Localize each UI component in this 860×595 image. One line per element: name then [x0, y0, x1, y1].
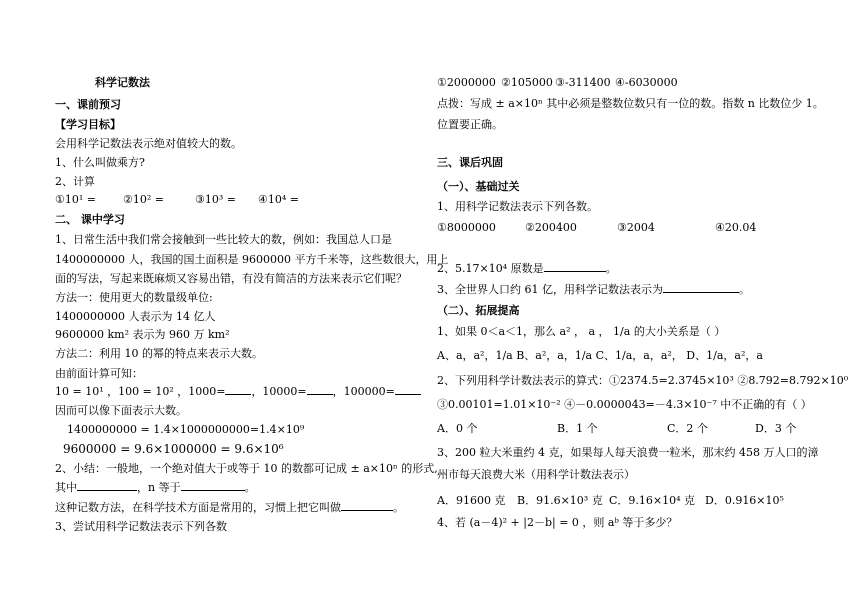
basic-q2-line [437, 261, 617, 277]
summary-c: ，n 等于 [137, 481, 181, 494]
basic-q2-b: 。 [605, 262, 617, 275]
calc-item-3: ③10³ = [195, 193, 236, 206]
question-2: 2、计算 [55, 175, 95, 188]
basic-q3-a: 3、全世界人口约 61 亿，用科学记数法表示为 [437, 283, 663, 296]
para-1a: 1、日常生活中我们常会接触到一些比较大的数，例如：我国总人口是 [55, 233, 392, 246]
powers-b: ，10000= [251, 385, 307, 398]
num-item-1: ①2000000 [437, 76, 496, 89]
subsection-extend: （二）、拓展提高 [437, 304, 520, 317]
extend-q3-opt-b: B．91.6×10³ 克 [517, 494, 603, 507]
question-1: 1、什么叫做乘方? [55, 156, 145, 169]
extend-q3-opt-c: C．9.16×10⁴ 克 [609, 494, 696, 507]
example-2: 9600000 = 9.6×1000000 = 9.6×10⁶ [63, 442, 284, 456]
blank-n-value[interactable] [181, 480, 245, 491]
summary-b: 其中 [55, 481, 77, 494]
summary-d: 。 [244, 481, 256, 494]
subsection-basic: （一）、基础过关 [437, 180, 520, 193]
method-name-line [55, 500, 404, 516]
extend-q2-opt-d: D．3 个 [755, 422, 797, 435]
method-1b: 9600000 km² 表示为 960 万 km² [55, 328, 230, 341]
summary-line-2 [55, 480, 256, 496]
basic-q2-a: 2、5.17×10⁴ 原数是 [437, 262, 544, 275]
thus-text: 因而可以像下面表示大数。 [55, 404, 187, 417]
method-2: 方法二：利用 10 的幂的特点来表示大数。 [55, 347, 263, 360]
basic-q3-line [437, 282, 750, 298]
extend-q2b: ③0.00101=1.01×10⁻² ④－0.0000043=－4.3×10⁻⁷ 中不正确的有（ ） [437, 398, 812, 411]
extend-q3-opt-d: D．0.916×10⁵ [705, 494, 784, 507]
calc-item-4: ④10⁴ = [258, 193, 299, 206]
blank-original-number[interactable] [544, 261, 606, 272]
goal-text: 会用科学记数法表示绝对值较大的数。 [55, 137, 242, 150]
blank-population[interactable] [663, 282, 739, 293]
goal-header: 【学习目标】 [55, 118, 121, 131]
method-1: 方法一：使用更大的数量级单位: [55, 291, 213, 304]
tip-line-1: 点拨：写成 ± a×10ⁿ 其中必须是整数位数只有一位的数。指数 n 比数位少 1。 [437, 97, 824, 110]
blank-a-range[interactable] [77, 480, 137, 491]
num-item-4: ④-6030000 [615, 76, 678, 89]
extend-q2-opt-b: B．1 个 [557, 422, 598, 435]
powers-c: ，100000= [332, 385, 395, 398]
blank-method-name[interactable] [341, 500, 393, 511]
tip-line-2: 位置要正确。 [437, 118, 503, 131]
basic-item-1: ①8000000 [437, 221, 496, 234]
basic-item-3: ③2004 [617, 221, 655, 234]
para-1c: 面的写法，写起来既麻烦又容易出错，有没有简洁的方法来表示它们呢？ [55, 272, 407, 285]
num-item-3: ③-311400 [555, 76, 611, 89]
extend-q3-opt-a: A．91600 克 [437, 494, 506, 507]
method-name-b: 。 [393, 501, 404, 514]
para-1b: 1400000000 人，我国的国土面积是 9600000 平方千米等，这些数很大，用上 [55, 253, 449, 266]
blank-10000[interactable] [307, 384, 333, 395]
basic-q1: 1、用科学记数法表示下列各数。 [437, 200, 598, 213]
powers-line [55, 384, 421, 400]
extend-q1-options: A、a，a²，1/a B、a²，a，1/a C、1/a，a，a²， D、1/a，a²，a [437, 349, 763, 362]
blank-100000[interactable] [395, 384, 421, 395]
basic-q3-b: 。 [739, 283, 750, 296]
extend-q2: 2、下列用科学计数法表示的算式：①2374.5=2.3745×10³ ②8.792=8.792×10⁰ [437, 374, 849, 387]
extend-q2-opt-c: C．2 个 [667, 422, 708, 435]
section-class: 二、 课中学习 [55, 213, 125, 226]
method-1a: 1400000000 人表示为 14 亿人 [55, 310, 216, 323]
calc-item-2: ②10² = [123, 193, 164, 206]
section-after: 三、课后巩固 [437, 156, 503, 169]
extend-q3b: 州市每天浪费大米（用科学计数法表示） [437, 468, 635, 481]
powers-a: 10 = 10¹ ，100 = 10² ，1000= [55, 385, 226, 398]
try-instruction: 3、尝试用科学记数法表示下列各数 [55, 520, 227, 533]
summary-a: 2、小结：一般地，一个绝对值大于或等于 10 的数都可记成 ± a×10ⁿ 的形式, [55, 462, 438, 475]
doc-title: 科学记数法 [95, 76, 150, 89]
extend-q2-opt-a: A．0 个 [437, 422, 478, 435]
section-preview: 一、课前预习 [55, 98, 121, 111]
calc-item-1: ①10¹ = [55, 193, 96, 206]
recall-text: 由前面计算可知： [55, 367, 143, 380]
extend-q1: 1、如果 0＜a＜1，那么 a² ， a ， 1/a 的大小关系是（ ） [437, 325, 726, 338]
basic-item-4: ④20.04 [715, 221, 757, 234]
extend-q3a: 3、200 粒大米重约 4 克，如果每人每天浪费一粒米，那末约 458 万人口的漳 [437, 446, 819, 459]
method-name-a: 这种记数方法，在科学技术方面是常用的，习惯上把它叫做 [55, 501, 341, 514]
example-1: 1400000000 = 1.4×1000000000=1.4×10⁹ [67, 423, 305, 436]
blank-1000[interactable] [225, 384, 251, 395]
basic-item-2: ②200400 [525, 221, 577, 234]
extend-q4: 4、若 (a－4)² + |2－b| = 0 ，则 aᵇ 等于多少？ [437, 516, 678, 529]
num-item-2: ②105000 [501, 76, 553, 89]
